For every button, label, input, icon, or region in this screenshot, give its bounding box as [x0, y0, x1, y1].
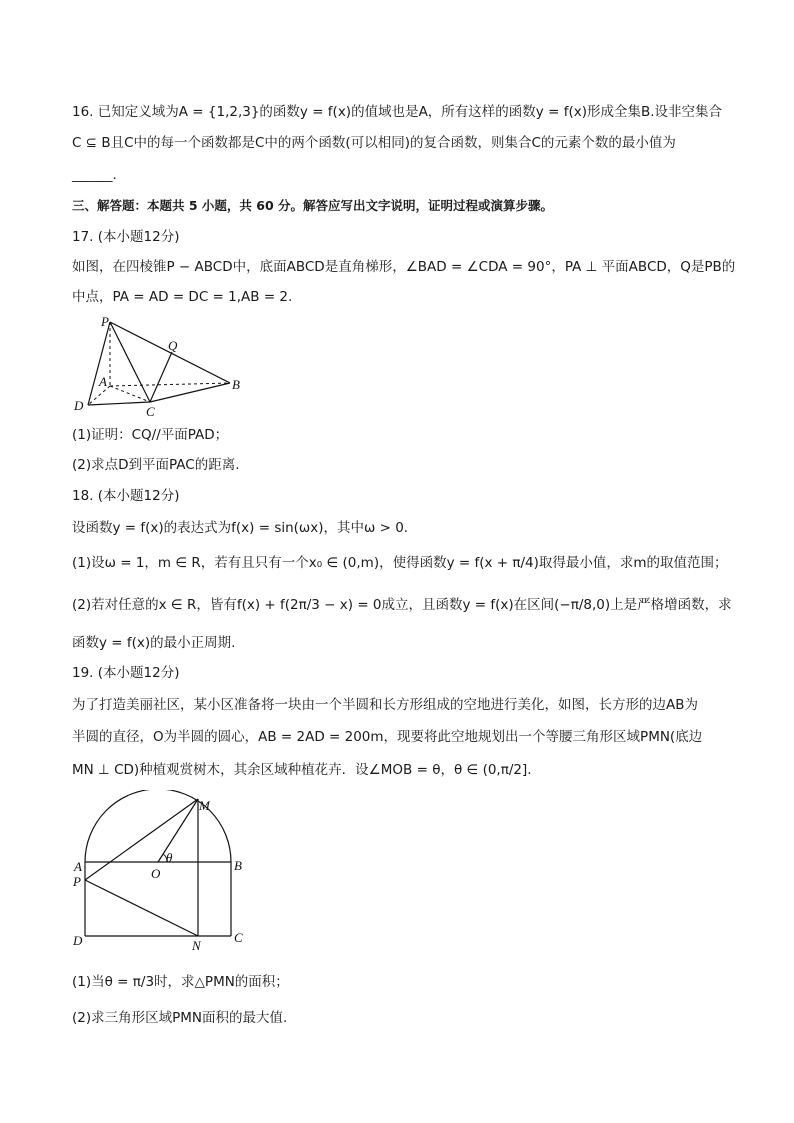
q17-header: 17. (本小题12分) — [72, 229, 180, 245]
label-p: P — [101, 314, 109, 329]
q16-line-2: C ⊆ B且C中的每一个函数都是C中的两个函数(可以相同)的复合函数，则集合C的元素个数的最小值为 — [72, 135, 676, 151]
q19-line-2: 半圆的直径，O为半圆的圆心，AB = 2AD = 200m，现要将此空地规划出一个等腰三角形区域PMN(底边 — [72, 729, 703, 745]
label-q: Q — [168, 338, 178, 353]
edge-ac — [110, 386, 150, 402]
q17-line-1: 如图，在四棱锥P − ABCD中，底面ABCD是直角梯形，∠BAD = ∠CDA = 90°，PA ⊥ 平面ABCD，Q是PB的 — [72, 259, 736, 275]
q19-header: 19. (本小题12分) — [72, 665, 180, 681]
q18-part-1: (1)设ω = 1，m ∈ R，若有且只有一个x₀ ∈ (0,m)，使得函数y = f(x + π/4)取得最小值，求m的取值范围； — [72, 555, 728, 571]
edge-dc — [88, 402, 150, 405]
q19-line-1: 为了打造美丽社区，某小区准备将一块由一个半圆和长方形组成的空地进行美化，如图，长方形的边AB为 — [72, 697, 698, 713]
segment-om — [158, 799, 198, 862]
q19-line-3: MN ⊥ CD)种植观赏树木，其余区域种植花卉．设∠MOB = θ，θ ∈ (0,π/2]. — [72, 762, 532, 778]
label-b: B — [234, 858, 242, 873]
label-c: C — [234, 930, 243, 945]
edge-ab — [110, 383, 230, 386]
q17-pyramid-figure — [70, 310, 270, 422]
segment-pm — [85, 799, 198, 880]
label-a: A — [74, 859, 82, 874]
q16-line-1: 16. 已知定义域为A = {1,2,3}的函数y = f(x)的值域也是A，所有这样的函数y = f(x)形成全集B.设非空集合 — [72, 104, 723, 120]
edge-pc — [110, 322, 150, 402]
edge-pd — [88, 322, 110, 405]
q17-line-2: 中点，PA = AD = DC = 1,AB = 2. — [72, 289, 293, 305]
q16-line-3: ______. — [72, 167, 117, 183]
q18-header: 18. (本小题12分) — [72, 488, 180, 504]
q18-line-1: 设函数y = f(x)的表达式为f(x) = sin(ωx)，其中ω > 0. — [72, 520, 409, 536]
label-a: A — [99, 374, 107, 389]
label-b: B — [232, 377, 240, 392]
label-n: N — [192, 938, 201, 953]
q18-part-2: (2)若对任意的x ∈ R，皆有f(x) + f(2π/3 − x) = 0成立，且函数y = f(x)在区间(−π/8,0)上是严格增函数，求 — [72, 597, 732, 613]
q17-part-2: (2)求点D到平面PAC的距离. — [72, 457, 240, 473]
q17-part-1: (1)证明：CQ//平面PAD； — [72, 427, 229, 443]
section-3-heading: 三、解答题：本题共 5 小题，共 60 分。解答应写出文字说明，证明过程或演算步骤。 — [72, 198, 554, 213]
label-c: C — [146, 404, 155, 419]
segment-pn — [85, 880, 198, 936]
q19-part-1: (1)当θ = π/3时，求△PMN的面积； — [72, 974, 289, 990]
label-o: O — [151, 866, 161, 881]
q19-semicircle-figure — [66, 790, 266, 956]
label-d: D — [74, 398, 84, 413]
edge-cq — [150, 352, 172, 402]
q18-part-2b: 函数y = f(x)的最小正周期. — [72, 635, 236, 651]
label-p: P — [73, 874, 81, 889]
q19-part-2: (2)求三角形区域PMN面积的最大值. — [72, 1010, 288, 1026]
label-theta: θ — [166, 850, 173, 865]
label-d: D — [73, 933, 83, 948]
edge-cb — [150, 383, 230, 402]
label-m: M — [199, 798, 210, 813]
